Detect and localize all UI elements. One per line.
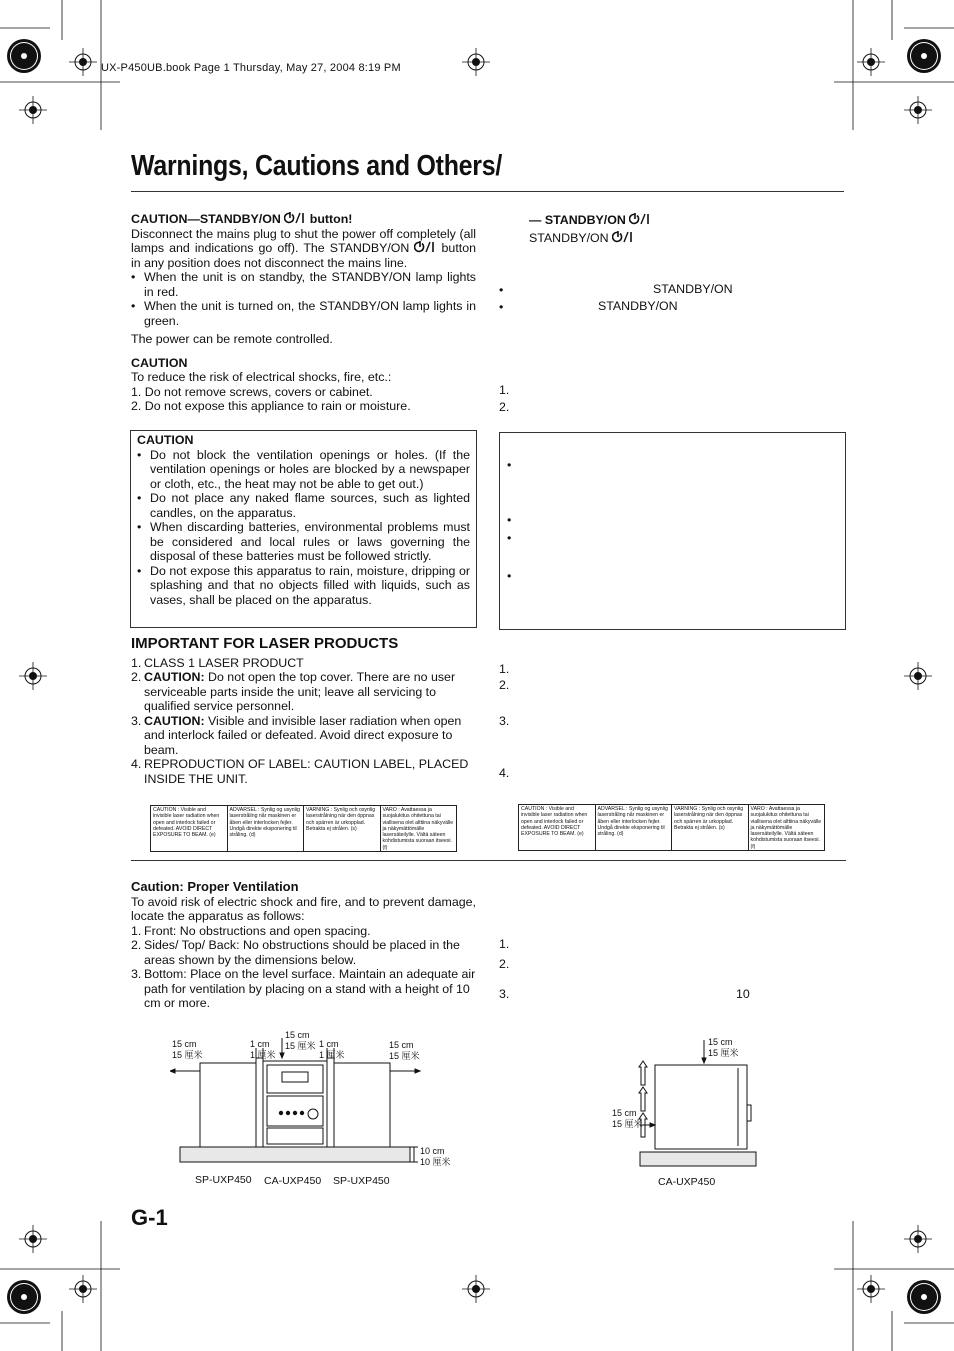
ventilation-heading: Caution: Proper Ventilation bbox=[131, 879, 299, 894]
dim-label: 1 cm 1 厘米 bbox=[250, 1039, 276, 1060]
laser-caution-label: CAUTION : Visible and invisible laser radiation when open and interlock failed or defeated. AVOID DIRECT EXPOSURE TO BEAM. (e) ADVARSEL : Synlig og usynlig laserstråling når maskinen er åben eller interlocken fejler. Undgå direkte eksponering til stråling. (d) VARNING : Synlig och osynlig laserstrålning när den öppnas och spärren är urkopplad. Betrakta ej strålen. (s) VARO : Avattaessa ja suojalukitus ohitettuna tai viallisena olet alttiina näkyvälle ja näkymättömälle lasersäteilylle. Vältä säteen kohdistumista suoraan itseesi. (f) bbox=[518, 804, 825, 851]
dim-label: 10 cm 10 厘米 bbox=[420, 1146, 451, 1167]
list-item: • Do not place any naked flame sources, such as lighted candles, on the apparatus. bbox=[137, 491, 470, 520]
standby-heading: CAUTION—STANDBY/ON bbox=[131, 212, 281, 226]
dim-label: 15 cm 15 厘米 bbox=[285, 1030, 316, 1051]
list-item: 3. Bottom: Place on the level surface. Maintain an adequate air path for ventilation by placing on a stand with a height of 10 cm or more. bbox=[131, 967, 476, 1010]
right-caution-box bbox=[499, 432, 846, 630]
laser-caution-label: CAUTION : Visible and invisible laser radiation when open and interlock failed or defeated. AVOID DIRECT EXPOSURE TO BEAM. (e) ADVARSEL : Synlig og usynlig laserstråling når maskinen er åben eller interlocken fejler. Undgå direkte eksponering til stråling. (d) VARNING : Synlig och osynlig laserstrålning när den öppnas och spärren är urkopplad. Betrakta ej strålen. (s) VARO : Avattaessa ja suojalukitus ohitettuna tai viallisena olet alttiina näkyvälle ja näkymättömälle lasersäteilylle. Vältä säteen kohdistumista suoraan itseesi. (f) bbox=[150, 805, 457, 852]
list-bullet: • bbox=[507, 458, 512, 472]
right-standby-heading: — STANDBY/ON bbox=[529, 213, 651, 228]
dim-label: 15 cm 15 厘米 bbox=[172, 1039, 203, 1060]
caution-item: 2. Do not expose this appliance to rain or moisture. bbox=[131, 399, 411, 413]
standby-power-icon bbox=[629, 213, 651, 225]
page-title: Warnings, Cautions and Others/ bbox=[131, 150, 503, 182]
laser-section bbox=[131, 637, 476, 786]
list-item: • When discarding batteries, environmental problems must be considered and local rules or laws governing the disposal of these batteries must be followed strictly. bbox=[137, 520, 470, 563]
standby-paragraph: Disconnect the mains plug to shut the power off completely (all lamps and indications go off). The STANDBY/ON bbox=[131, 226, 476, 255]
standby-heading-suffix: button! bbox=[309, 212, 353, 226]
section-rule bbox=[131, 860, 846, 861]
list-item: 3. CAUTION: Visible and invisible laser radiation when open and interlock failed or defeated. Avoid direct exposure to beam. bbox=[131, 713, 462, 757]
book-header-line: UX-P450UB.book Page 1 Thursday, May 27, 2004 8:19 PM bbox=[101, 62, 401, 74]
list-bullet: • bbox=[507, 513, 512, 527]
right-bullet-text: STANDBY/ON bbox=[598, 299, 678, 313]
main-unit-label: CA-UXP450 bbox=[264, 1175, 322, 1187]
right-num: 2. bbox=[499, 678, 510, 692]
remote-line: The power can be remote controlled. bbox=[131, 332, 333, 346]
side-ventilation-diagram bbox=[600, 1035, 770, 1170]
standby-paragraph-end: button in any position does not disconnect the mains line. bbox=[131, 241, 476, 270]
list-item: 2. CAUTION: Do not open the top cover. There are no user serviceable parts inside the unit; leave all servicing to qualified service personnel. bbox=[131, 670, 456, 713]
standby-section bbox=[131, 212, 476, 414]
right-num: 1. bbox=[499, 662, 510, 676]
list-item: 2. Sides/ Top/ Back: No obstructions should be placed in the areas shown by the dimensions below. bbox=[131, 938, 460, 967]
right-num: 3. bbox=[499, 714, 510, 728]
dim-label: 15 cm 15 厘米 bbox=[389, 1040, 420, 1061]
caution-heading: CAUTION bbox=[131, 355, 188, 370]
list-item: • When the unit is turned on, the STANDBY/ON lamp lights in green. bbox=[131, 299, 476, 328]
speaker-left-label: SP-UXP450 bbox=[195, 1174, 252, 1186]
dim-label: 1 cm 1 厘米 bbox=[319, 1039, 345, 1060]
right-num: 2. bbox=[499, 400, 510, 414]
dim-label: 15 cm 15 厘米 bbox=[612, 1108, 643, 1129]
ventilation-intro: To avoid risk of electric shock and fire, and to prevent damage, locate the apparatus as follows: bbox=[131, 894, 476, 923]
speaker-right-label: SP-UXP450 bbox=[333, 1175, 390, 1187]
right-bullet-text: STANDBY/ON bbox=[653, 282, 733, 296]
right-num: 4. bbox=[499, 766, 510, 780]
list-item: • When the unit is on standby, the STANDBY/ON lamp lights in red. bbox=[131, 270, 476, 299]
page-number: G-1 bbox=[131, 1205, 168, 1230]
list-item: 1. Front: No obstructions and open spacing. bbox=[131, 923, 371, 938]
list-bullet: • bbox=[507, 531, 512, 545]
laser-heading: IMPORTANT FOR LASER PRODUCTS bbox=[131, 635, 399, 652]
dim-label: 15 cm 15 厘米 bbox=[708, 1037, 739, 1058]
right-num: 2. bbox=[499, 957, 510, 971]
list-item: 1. CLASS 1 LASER PRODUCT bbox=[131, 655, 304, 670]
main-unit-side-label: CA-UXP450 bbox=[658, 1176, 716, 1188]
caution-item: 1. Do not remove screws, covers or cabinet. bbox=[131, 384, 373, 399]
list-item: • Do not block the ventilation openings or holes. (If the ventilation openings or holes are blocked by a newspaper or cloth, etc., the heat may not be able to get out.) bbox=[137, 447, 470, 491]
list-item: • Do not expose this apparatus to rain, moisture, dripping or splashing and that no objects filled with liquids, such as vases, shall be placed on the apparatus. bbox=[137, 563, 470, 607]
right-num: 3. bbox=[499, 987, 510, 1001]
list-bullet: • bbox=[507, 569, 512, 583]
right-num: 1. bbox=[499, 383, 510, 397]
ventilation-section bbox=[131, 880, 476, 1011]
list-item: 4. REPRODUCTION OF LABEL: CAUTION LABEL, PLACED INSIDE THE UNIT. bbox=[131, 757, 469, 786]
right-ten: 10 bbox=[736, 987, 750, 1001]
caution-box-content bbox=[137, 433, 470, 607]
caution-intro: To reduce the risk of electrical shocks, fire, etc.: bbox=[131, 370, 392, 384]
right-num: 1. bbox=[499, 937, 510, 951]
list-bullet: • bbox=[499, 300, 504, 314]
standby-power-icon bbox=[612, 231, 634, 243]
standby-power-icon bbox=[284, 212, 306, 224]
title-rule bbox=[131, 191, 844, 192]
standby-power-icon bbox=[414, 241, 436, 253]
right-standby-line: STANDBY/ON bbox=[529, 231, 634, 246]
list-bullet: • bbox=[499, 283, 504, 297]
caution-box-heading: CAUTION bbox=[137, 433, 194, 447]
